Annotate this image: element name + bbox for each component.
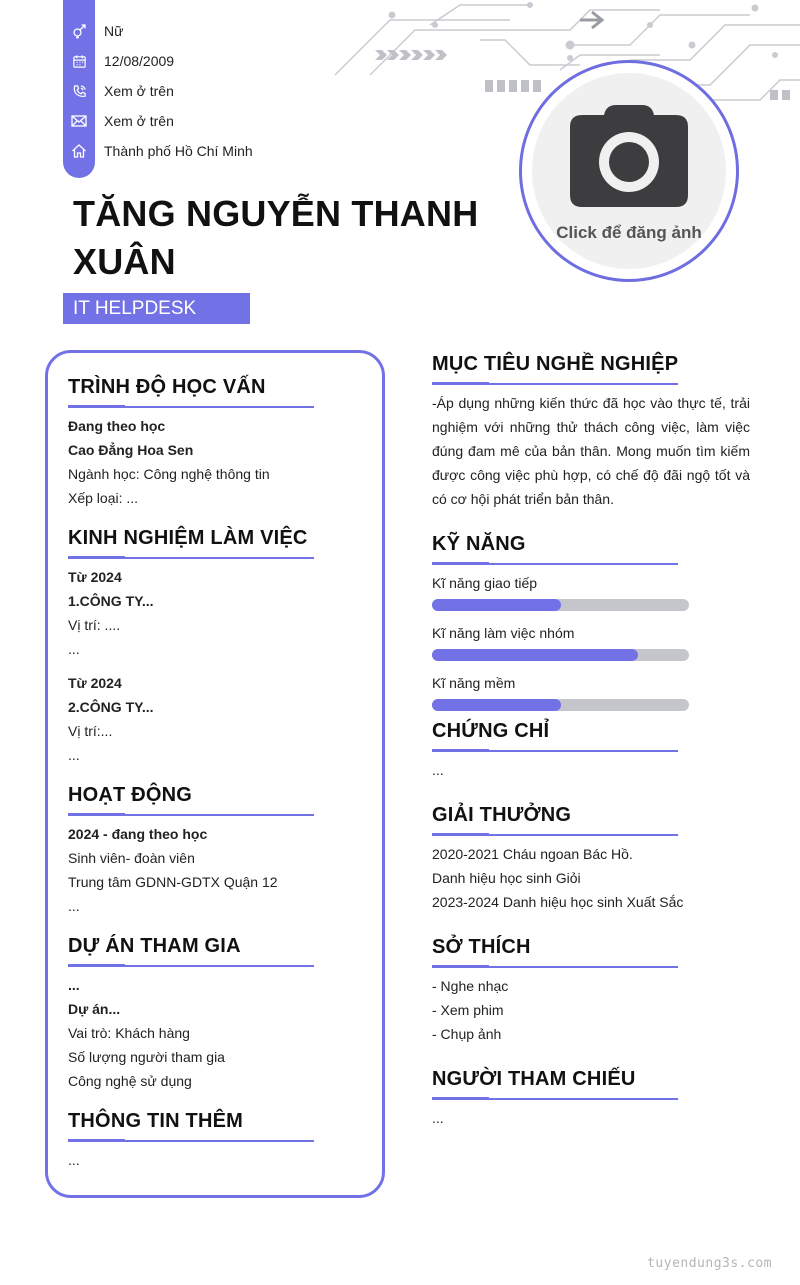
- award-item: 2023-2024 Danh hiệu học sinh Xuất Sắc: [432, 894, 684, 910]
- section-divider: [68, 964, 314, 967]
- job-company: 2.CÔNG TY...: [68, 699, 154, 715]
- contact-phone: [63, 76, 174, 106]
- education-section: [68, 376, 314, 510]
- birthday-text: 12/08/2009: [104, 53, 175, 69]
- watermark: tuyendung3s.com: [647, 1256, 772, 1271]
- contact-email: [63, 106, 174, 136]
- section-divider: [432, 833, 750, 836]
- skill-label: Kĩ năng làm việc nhóm: [432, 625, 575, 641]
- job-description: ...: [68, 641, 80, 657]
- section-title: GIẢI THƯỞNG: [432, 804, 572, 826]
- job-position: Vị trí: ....: [68, 617, 121, 633]
- candidate-name: [73, 190, 493, 286]
- certificates-section: [432, 720, 750, 782]
- section-divider: [432, 749, 750, 752]
- skills-section: [432, 533, 750, 711]
- phone-icon: [63, 84, 95, 99]
- more-info-content: ...: [68, 1152, 80, 1168]
- school-name: Cao Đẳng Hoa Sen: [68, 442, 194, 458]
- mail-icon: [63, 114, 95, 128]
- job-company: 1.CÔNG TY...: [68, 593, 154, 609]
- skill-bar-fill: [432, 599, 561, 611]
- rank: Xếp loại: ...: [68, 490, 139, 506]
- section-title: MỤC TIÊU NGHỀ NGHIỆP: [432, 353, 679, 375]
- more-info-section: [68, 1110, 314, 1172]
- job-description: ...: [68, 747, 80, 763]
- skill-bar-fill: [432, 649, 638, 661]
- hobbies-section: [432, 936, 750, 1046]
- section-title: HOẠT ĐỘNG: [68, 784, 193, 806]
- project-name: Dự án...: [68, 1001, 121, 1017]
- certificates-content: ...: [432, 762, 444, 778]
- skill-bar: [432, 699, 689, 711]
- section-divider: [68, 1139, 314, 1142]
- photo-upload[interactable]: [519, 60, 739, 282]
- skill-bar: [432, 599, 689, 611]
- section-divider: [432, 965, 750, 968]
- calendar-icon: [63, 54, 95, 69]
- experience-section: [68, 527, 314, 767]
- candidate-name-line1: TĂNG NGUYỄN THANH: [73, 193, 479, 234]
- projects-section: [68, 935, 314, 1093]
- section-divider: [432, 1097, 750, 1100]
- section-divider: [68, 813, 314, 816]
- job-position: Vị trí:...: [68, 723, 113, 739]
- section-divider: [68, 556, 314, 559]
- section-title: KINH NGHIỆM LÀM VIỆC: [68, 527, 308, 549]
- contact-birthday: [63, 46, 174, 76]
- job-title-badge: IT HELPDESK: [63, 293, 250, 324]
- job-period: Từ 2024: [68, 569, 122, 585]
- activity-line: ...: [68, 898, 80, 914]
- skill-bar-fill: [432, 699, 561, 711]
- hobby-item: - Xem phim: [432, 1002, 504, 1018]
- candidate-name-line2: XUÂN: [73, 241, 176, 282]
- project-members: Số lượng người tham gia: [68, 1049, 225, 1065]
- activity-period: 2024 - đang theo học: [68, 826, 208, 842]
- section-divider: [68, 405, 314, 408]
- hobby-item: - Nghe nhạc: [432, 978, 509, 994]
- skill-bar: [432, 649, 689, 661]
- references-section: [432, 1068, 750, 1130]
- section-title: THÔNG TIN THÊM: [68, 1110, 244, 1132]
- home-icon: [63, 143, 95, 159]
- section-divider: [432, 562, 750, 565]
- awards-section: [432, 804, 750, 914]
- section-title: KỸ NĂNG: [432, 533, 526, 555]
- skill-label: Kĩ năng mềm: [432, 675, 516, 691]
- objective-text: -Áp dụng những kiến thức đã học vào thực tế, trải nghiệm với những thử thách công việc, làm việc đúng đam mê của bản thân. Mong muốn tìm kiếm được công việc phù hợp, có chế độ đãi ngộ tốt và có cơ hội phát triển bản thân.: [432, 395, 750, 507]
- section-title: DỰ ÁN THAM GIA: [68, 935, 241, 957]
- project-period: ...: [68, 977, 80, 993]
- job-period: Từ 2024: [68, 675, 122, 691]
- skill-label: Kĩ năng giao tiếp: [432, 575, 538, 591]
- section-title: SỞ THÍCH: [432, 936, 531, 958]
- address-text: Thành phố Hồ Chí Minh: [104, 143, 253, 159]
- contact-gender: [63, 16, 123, 46]
- major: Ngành học: Công nghệ thông tin: [68, 466, 270, 482]
- education-status: Đang theo học: [68, 418, 166, 434]
- project-tech: Công nghệ sử dụng: [68, 1073, 192, 1089]
- activity-line: Trung tâm GDNN-GDTX Quận 12: [68, 874, 278, 890]
- activity-line: Sinh viên- đoàn viên: [68, 850, 195, 866]
- gender-text: Nữ: [104, 23, 124, 39]
- camera-icon: [570, 103, 688, 207]
- objective-section: [432, 353, 750, 511]
- gender-icon: [63, 23, 95, 39]
- hobby-item: - Chụp ảnh: [432, 1026, 502, 1042]
- photo-upload-label: Click để đăng ảnh: [556, 223, 702, 242]
- email-text: Xem ở trên: [104, 113, 174, 129]
- contact-address: [63, 136, 253, 166]
- section-title: TRÌNH ĐỘ HỌC VẤN: [68, 376, 266, 398]
- award-item: Danh hiệu học sinh Giỏi: [432, 870, 581, 886]
- photo-placeholder: [532, 73, 726, 269]
- award-item: 2020-2021 Cháu ngoan Bác Hồ.: [432, 846, 633, 862]
- phone-text: Xem ở trên: [104, 83, 174, 99]
- section-title: NGƯỜI THAM CHIẾU: [432, 1068, 636, 1090]
- activities-section: [68, 784, 314, 918]
- section-title: CHỨNG CHỈ: [432, 720, 550, 742]
- section-divider: [432, 382, 750, 385]
- references-content: ...: [432, 1110, 444, 1126]
- project-role: Vai trò: Khách hàng: [68, 1025, 190, 1041]
